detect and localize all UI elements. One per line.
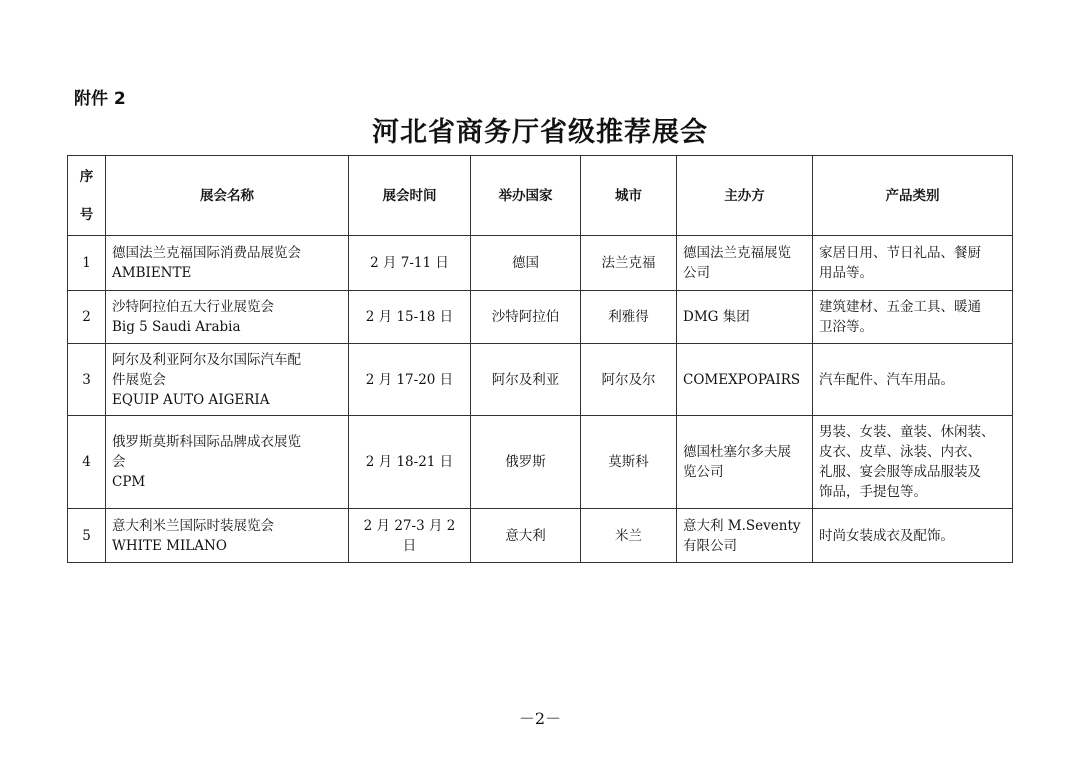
header-index-line: 序 [79,168,94,185]
products-line: 汽车配件、汽车用品。 [819,371,954,388]
header-city: 城市 [581,156,677,236]
cell-organizer [677,509,813,563]
name-line: Big 5 Saudi Arabia [112,319,241,335]
cell-city: 阿尔及尔 [581,344,677,416]
header-organizer: 主办方 [677,156,813,236]
cell-city: 法兰克福 [581,236,677,291]
cell-time: 2 月 18-21 日 [349,416,471,509]
name-line: 俄罗斯莫斯科国际品牌成衣展览 [112,434,301,450]
products-line: 家居日用、节日礼品、餐厨 [819,245,981,261]
header-index-line: 号 [79,206,94,223]
header-time: 展会时间 [349,156,471,236]
table-row [68,291,1013,344]
cell-name [106,416,349,509]
name-line: AMBIENTE [112,265,192,281]
page-number: －2－ [518,709,562,728]
cell-name [106,344,349,416]
name-line: 德国法兰克福国际消费品展览会 [112,245,301,261]
name-line: 件展览会 [112,371,166,388]
table-row [68,509,1013,563]
products-line: 男装、女装、童装、休闲装、 [819,424,995,440]
cell-products [813,509,1013,563]
products-line: 用品等。 [819,265,873,281]
organizer-line: 有限公司 [683,537,737,554]
name-line: 阿尔及利亚阿尔及尔国际汽车配 [112,351,301,368]
name-line: WHITE MILANO [112,537,227,554]
cell-index: 1 [68,236,106,291]
name-line: 意大利米兰国际时装展览会 [112,517,274,534]
cell-name [106,236,349,291]
table-row [68,416,1013,509]
table-row [68,236,1013,291]
cell-name [106,509,349,563]
attachment-label: 附件 2 [74,89,126,109]
cell-products [813,344,1013,416]
cell-country: 阿尔及利亚 [471,344,581,416]
header-products: 产品类别 [813,156,1013,236]
cell-products [813,291,1013,344]
name-line: 沙特阿拉伯五大行业展览会 [112,299,274,315]
cell-country: 沙特阿拉伯 [471,291,581,344]
page-title: 河北省商务厅省级推荐展会 [372,117,708,148]
cell-index: 2 [68,291,106,344]
products-line: 礼服、宴会服等成品服装及 [819,464,981,480]
cell-organizer [677,236,813,291]
cell-country: 俄罗斯 [471,416,581,509]
name-line: 会 [112,454,126,470]
cell-country: 意大利 [471,509,581,563]
cell-city: 利雅得 [581,291,677,344]
cell-products [813,416,1013,509]
cell-country: 德国 [471,236,581,291]
organizer-line: 德国法兰克福展览 [683,245,791,261]
cell-organizer [677,416,813,509]
name-line: EQUIP AUTO AIGERIA [112,391,270,408]
cell-time: 2 月 7-11 日 [349,236,471,291]
organizer-line: 览公司 [683,464,724,480]
organizer-line: DMG 集团 [683,309,750,325]
cell-organizer [677,291,813,344]
products-line: 时尚女装成衣及配饰。 [819,527,954,544]
products-line: 饰品，手提包等。 [819,484,927,500]
table-row [68,344,1013,416]
name-line: CPM [112,474,146,490]
header-index [68,156,106,236]
cell-organizer [677,344,813,416]
cell-time: 2 月 15-18 日 [349,291,471,344]
products-line: 建筑建材、五金工具、暖通 [819,299,981,315]
cell-index: 3 [68,344,106,416]
organizer-line: 意大利 M.Seventy [683,517,801,534]
header-country: 举办国家 [471,156,581,236]
cell-products [813,236,1013,291]
header-name: 展会名称 [106,156,349,236]
cell-city: 米兰 [581,509,677,563]
products-line: 卫浴等。 [819,319,873,335]
cell-index: 4 [68,416,106,509]
cell-index: 5 [68,509,106,563]
table-header-row [68,156,1013,236]
organizer-line: COMEXPOPAIRS [683,371,801,388]
cell-time: 2 月 27-3 月 2 日 [349,509,471,563]
organizer-line: 德国杜塞尔多夫展 [683,444,791,460]
exhibition-table [67,155,1013,563]
products-line: 皮衣、皮草、泳装、内衣、 [819,444,981,460]
cell-name [106,291,349,344]
cell-time: 2 月 17-20 日 [349,344,471,416]
cell-city: 莫斯科 [581,416,677,509]
organizer-line: 公司 [683,265,710,281]
